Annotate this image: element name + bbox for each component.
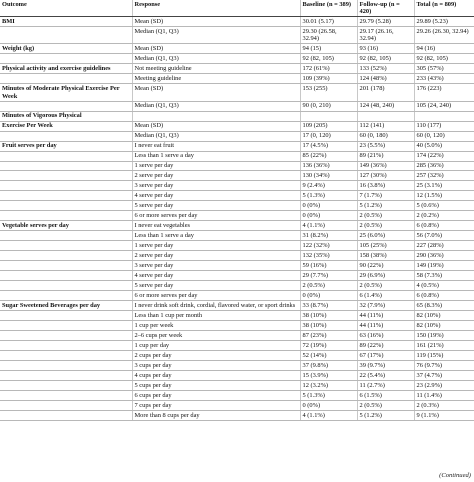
cell-response: 2 serve per day bbox=[132, 171, 300, 181]
cell-outcome bbox=[0, 201, 132, 211]
table-row bbox=[0, 331, 474, 341]
cell-response: 4 cups per day bbox=[132, 371, 300, 381]
cell-response: 1 cup per week bbox=[132, 321, 300, 331]
cell-response: 2 serve per day bbox=[132, 251, 300, 261]
cell-outcome: Vegetable serves per day bbox=[0, 221, 132, 231]
cell-follow-up: 67 (17%) bbox=[357, 351, 414, 361]
table-row bbox=[0, 341, 474, 351]
cell-outcome bbox=[0, 211, 132, 221]
cell-follow-up: 29.17 (26.16, 32.94) bbox=[357, 27, 414, 44]
header-outcome: Outcome bbox=[0, 0, 132, 17]
table-row bbox=[0, 211, 474, 221]
cell-outcome bbox=[0, 411, 132, 421]
table-row bbox=[0, 291, 474, 301]
cell-follow-up: 124 (48, 240) bbox=[357, 101, 414, 111]
cell-follow-up: 2 (0.5%) bbox=[357, 401, 414, 411]
cell-response: Mean (SD) bbox=[132, 17, 300, 27]
cell-baseline: 52 (14%) bbox=[300, 351, 357, 361]
table-row bbox=[0, 84, 474, 101]
cell-follow-up: 22 (5.4%) bbox=[357, 371, 414, 381]
cell-follow-up: 6 (1.4%) bbox=[357, 291, 414, 301]
cell-total: 149 (19%) bbox=[414, 261, 474, 271]
cell-follow-up: 124 (48%) bbox=[357, 74, 414, 84]
cell-baseline: 4 (1.1%) bbox=[300, 411, 357, 421]
cell-follow-up: 63 (16%) bbox=[357, 331, 414, 341]
cell-baseline: 2 (0.5%) bbox=[300, 281, 357, 291]
cell-baseline: 38 (10%) bbox=[300, 321, 357, 331]
cell-baseline: 0 (0%) bbox=[300, 291, 357, 301]
cell-response: Meeting guideline bbox=[132, 74, 300, 84]
cell-total: 25 (3.1%) bbox=[414, 181, 474, 191]
cell-response: 6 cups per day bbox=[132, 391, 300, 401]
cell-outcome: BMI bbox=[0, 17, 132, 27]
table-row bbox=[0, 391, 474, 401]
header-follow-up: Follow-up (n = 420) bbox=[357, 0, 414, 17]
cell-response: 4 serve per day bbox=[132, 271, 300, 281]
cell-baseline: 59 (16%) bbox=[300, 261, 357, 271]
cell-follow-up: 92 (82, 105) bbox=[357, 54, 414, 64]
cell-response: Not meeting guideline bbox=[132, 64, 300, 74]
cell-response: I never eat fruit bbox=[132, 141, 300, 151]
cell-total: 233 (43%) bbox=[414, 74, 474, 84]
cell-follow-up: 11 (2.7%) bbox=[357, 381, 414, 391]
cell-baseline: 94 (15) bbox=[300, 44, 357, 54]
cell-total: 12 (1.5%) bbox=[414, 191, 474, 201]
cell-outcome bbox=[0, 381, 132, 391]
table-row bbox=[0, 261, 474, 271]
table-row bbox=[0, 351, 474, 361]
cell-baseline: 31 (8.2%) bbox=[300, 231, 357, 241]
cell-total: 227 (28%) bbox=[414, 241, 474, 251]
cell-baseline: 0 (0%) bbox=[300, 201, 357, 211]
table-row bbox=[0, 251, 474, 261]
cell-total: 110 (177) bbox=[414, 121, 474, 131]
cell-baseline: 153 (255) bbox=[300, 84, 357, 101]
cell-outcome bbox=[0, 251, 132, 261]
cell-follow-up: 25 (6.0%) bbox=[357, 231, 414, 241]
cell-follow-up: 149 (36%) bbox=[357, 161, 414, 171]
cell-outcome: Exercise Per Week bbox=[0, 121, 132, 131]
table-header-row bbox=[0, 0, 474, 17]
cell-baseline: 5 (1.3%) bbox=[300, 191, 357, 201]
cell-follow-up: 2 (0.5%) bbox=[357, 221, 414, 231]
cell-baseline: 122 (32%) bbox=[300, 241, 357, 251]
table-row bbox=[0, 381, 474, 391]
cell-follow-up: 89 (22%) bbox=[357, 341, 414, 351]
cell-total: 5 (0.6%) bbox=[414, 201, 474, 211]
cell-total: 82 (10%) bbox=[414, 311, 474, 321]
cell-outcome bbox=[0, 231, 132, 241]
table-row bbox=[0, 201, 474, 211]
cell-total: 290 (36%) bbox=[414, 251, 474, 261]
cell-follow-up: 44 (11%) bbox=[357, 321, 414, 331]
table-row bbox=[0, 161, 474, 171]
cell-outcome: Physical activity and exercise guidelines bbox=[0, 64, 132, 74]
table-row bbox=[0, 311, 474, 321]
cell-response: 5 cups per day bbox=[132, 381, 300, 391]
cell-baseline: 90 (0, 210) bbox=[300, 101, 357, 111]
table-row bbox=[0, 74, 474, 84]
table-row bbox=[0, 64, 474, 74]
table-row bbox=[0, 171, 474, 181]
continued-note: (Continued) bbox=[439, 472, 471, 479]
cell-total: 4 (0.5%) bbox=[414, 281, 474, 291]
cell-total: 23 (2.9%) bbox=[414, 381, 474, 391]
cell-total: 285 (36%) bbox=[414, 161, 474, 171]
table-row bbox=[0, 321, 474, 331]
table-row bbox=[0, 411, 474, 421]
cell-response: I never eat vegetables bbox=[132, 221, 300, 231]
table-row bbox=[0, 271, 474, 281]
cell-response: 5 serve per day bbox=[132, 201, 300, 211]
cell-response: 6 or more serves per day bbox=[132, 211, 300, 221]
cell-response: 4 serve per day bbox=[132, 191, 300, 201]
cell-baseline: 38 (10%) bbox=[300, 311, 357, 321]
cell-outcome bbox=[0, 311, 132, 321]
cell-outcome bbox=[0, 191, 132, 201]
cell-follow-up: 7 (1.7%) bbox=[357, 191, 414, 201]
cell-follow-up: 6 (1.5%) bbox=[357, 391, 414, 401]
cell-follow-up: 105 (25%) bbox=[357, 241, 414, 251]
cell-response: Median (Q1, Q3) bbox=[132, 27, 300, 44]
cell-total: 105 (24, 240) bbox=[414, 101, 474, 111]
cell-follow-up: 2 (0.5%) bbox=[357, 211, 414, 221]
cell-total: 65 (8.3%) bbox=[414, 301, 474, 311]
cell-baseline: 30.01 (5.17) bbox=[300, 17, 357, 27]
cell-total: 6 (0.8%) bbox=[414, 291, 474, 301]
cell-response: Median (Q1, Q3) bbox=[132, 131, 300, 141]
cell-total: 174 (22%) bbox=[414, 151, 474, 161]
cell-baseline: 5 (1.3%) bbox=[300, 391, 357, 401]
cell-baseline: 29.30 (26.58, 32.94) bbox=[300, 27, 357, 44]
table-row bbox=[0, 181, 474, 191]
cell-total: 176 (223) bbox=[414, 84, 474, 101]
cell-follow-up: 29 (6.9%) bbox=[357, 271, 414, 281]
cell-outcome bbox=[0, 321, 132, 331]
cell-outcome bbox=[0, 74, 132, 84]
cell-response: 6 or more serves per day bbox=[132, 291, 300, 301]
cell-baseline: 0 (0%) bbox=[300, 401, 357, 411]
cell-response: More than 8 cups per day bbox=[132, 411, 300, 421]
cell-response: 1 serve per day bbox=[132, 241, 300, 251]
cell-baseline: 4 (1.1%) bbox=[300, 221, 357, 231]
cell-follow-up: 158 (38%) bbox=[357, 251, 414, 261]
cell-follow-up: 89 (21%) bbox=[357, 151, 414, 161]
cell-total: 29.89 (5.23) bbox=[414, 17, 474, 27]
table-row bbox=[0, 141, 474, 151]
cell-outcome bbox=[0, 54, 132, 64]
cell-baseline: 17 (4.5%) bbox=[300, 141, 357, 151]
cell-baseline: 15 (3.9%) bbox=[300, 371, 357, 381]
table-row bbox=[0, 44, 474, 54]
cell-follow-up: 16 (3.8%) bbox=[357, 181, 414, 191]
cell-total bbox=[414, 111, 474, 121]
cell-outcome bbox=[0, 331, 132, 341]
cell-baseline: 37 (9.8%) bbox=[300, 361, 357, 371]
cell-total: 58 (7.3%) bbox=[414, 271, 474, 281]
table-row bbox=[0, 121, 474, 131]
cell-total: 37 (4.7%) bbox=[414, 371, 474, 381]
cell-response: 2 cups per day bbox=[132, 351, 300, 361]
cell-outcome bbox=[0, 361, 132, 371]
table-row bbox=[0, 17, 474, 27]
cell-baseline: 12 (3.2%) bbox=[300, 381, 357, 391]
table-row bbox=[0, 231, 474, 241]
table-row bbox=[0, 191, 474, 201]
cell-baseline: 109 (39%) bbox=[300, 74, 357, 84]
cell-outcome bbox=[0, 341, 132, 351]
cell-response: Mean (SD) bbox=[132, 121, 300, 131]
cell-outcome bbox=[0, 281, 132, 291]
cell-outcome: Minutes of Vigorous Physical bbox=[0, 111, 132, 121]
cell-follow-up: 133 (52%) bbox=[357, 64, 414, 74]
cell-follow-up: 90 (22%) bbox=[357, 261, 414, 271]
cell-response: 5 serve per day bbox=[132, 281, 300, 291]
cell-follow-up: 127 (30%) bbox=[357, 171, 414, 181]
cell-baseline: 85 (22%) bbox=[300, 151, 357, 161]
cell-baseline: 136 (36%) bbox=[300, 161, 357, 171]
cell-follow-up: 201 (178) bbox=[357, 84, 414, 101]
table-row bbox=[0, 221, 474, 231]
cell-response: 3 serve per day bbox=[132, 181, 300, 191]
cell-outcome: Sugar Sweetened Beverages per day bbox=[0, 301, 132, 311]
table-row bbox=[0, 131, 474, 141]
cell-follow-up: 5 (1.2%) bbox=[357, 201, 414, 211]
cell-follow-up: 23 (5.5%) bbox=[357, 141, 414, 151]
cell-response: Median (Q1, Q3) bbox=[132, 54, 300, 64]
cell-total: 40 (5.0%) bbox=[414, 141, 474, 151]
cell-outcome bbox=[0, 271, 132, 281]
header-total: Total (n = 809) bbox=[414, 0, 474, 17]
cell-baseline: 87 (23%) bbox=[300, 331, 357, 341]
cell-baseline: 132 (35%) bbox=[300, 251, 357, 261]
cell-total: 9 (1.1%) bbox=[414, 411, 474, 421]
cell-total: 94 (16) bbox=[414, 44, 474, 54]
table-row bbox=[0, 301, 474, 311]
cell-baseline: 172 (61%) bbox=[300, 64, 357, 74]
cell-outcome bbox=[0, 401, 132, 411]
cell-total: 56 (7.0%) bbox=[414, 231, 474, 241]
cell-response: Less than 1 serve a day bbox=[132, 231, 300, 241]
header-baseline: Baseline (n = 389) bbox=[300, 0, 357, 17]
table-row bbox=[0, 111, 474, 121]
table-row bbox=[0, 401, 474, 411]
cell-total: 60 (0, 120) bbox=[414, 131, 474, 141]
header-response: Response bbox=[132, 0, 300, 17]
cell-total: 161 (21%) bbox=[414, 341, 474, 351]
cell-baseline: 29 (7.7%) bbox=[300, 271, 357, 281]
cell-follow-up: 2 (0.5%) bbox=[357, 281, 414, 291]
table-row bbox=[0, 361, 474, 371]
cell-follow-up: 5 (1.2%) bbox=[357, 411, 414, 421]
table-row bbox=[0, 241, 474, 251]
table-row bbox=[0, 54, 474, 64]
cell-follow-up: 44 (11%) bbox=[357, 311, 414, 321]
cell-baseline: 72 (19%) bbox=[300, 341, 357, 351]
cell-total: 150 (19%) bbox=[414, 331, 474, 341]
cell-outcome bbox=[0, 151, 132, 161]
cell-outcome bbox=[0, 291, 132, 301]
cell-response bbox=[132, 111, 300, 121]
table-row bbox=[0, 27, 474, 44]
cell-response: Median (Q1, Q3) bbox=[132, 101, 300, 111]
cell-baseline: 9 (2.4%) bbox=[300, 181, 357, 191]
cell-follow-up: 93 (16) bbox=[357, 44, 414, 54]
cell-response: 3 cups per day bbox=[132, 361, 300, 371]
cell-outcome bbox=[0, 351, 132, 361]
cell-response: 2–6 cups per week bbox=[132, 331, 300, 341]
table-body bbox=[0, 17, 474, 421]
cell-outcome bbox=[0, 241, 132, 251]
cell-response: Less than 1 serve a day bbox=[132, 151, 300, 161]
cell-follow-up: 112 (141) bbox=[357, 121, 414, 131]
cell-response: Mean (SD) bbox=[132, 84, 300, 101]
cell-outcome: Weight (kg) bbox=[0, 44, 132, 54]
cell-outcome bbox=[0, 261, 132, 271]
cell-outcome bbox=[0, 171, 132, 181]
cell-follow-up: 29.79 (5.28) bbox=[357, 17, 414, 27]
cell-total: 6 (0.8%) bbox=[414, 221, 474, 231]
cell-total: 76 (9.7%) bbox=[414, 361, 474, 371]
cell-baseline bbox=[300, 111, 357, 121]
cell-response: 7 cups per day bbox=[132, 401, 300, 411]
cell-outcome: Fruit serves per day bbox=[0, 141, 132, 151]
table-row bbox=[0, 151, 474, 161]
cell-outcome bbox=[0, 181, 132, 191]
cell-total: 2 (0.3%) bbox=[414, 401, 474, 411]
cell-response: Mean (SD) bbox=[132, 44, 300, 54]
cell-total: 119 (15%) bbox=[414, 351, 474, 361]
cell-total: 92 (82, 105) bbox=[414, 54, 474, 64]
cell-baseline: 130 (34%) bbox=[300, 171, 357, 181]
cell-response: I never drink soft drink, cordial, flavored water, or sport drinks bbox=[132, 301, 300, 311]
table-row bbox=[0, 371, 474, 381]
cell-outcome bbox=[0, 161, 132, 171]
cell-follow-up bbox=[357, 111, 414, 121]
cell-follow-up: 39 (9.7%) bbox=[357, 361, 414, 371]
cell-follow-up: 60 (0, 180) bbox=[357, 131, 414, 141]
cell-outcome bbox=[0, 101, 132, 111]
table-row bbox=[0, 281, 474, 291]
cell-baseline: 17 (0, 120) bbox=[300, 131, 357, 141]
cell-response: 3 serve per day bbox=[132, 261, 300, 271]
cell-response: Less than 1 cup per month bbox=[132, 311, 300, 321]
cell-outcome bbox=[0, 371, 132, 381]
cell-total: 257 (32%) bbox=[414, 171, 474, 181]
cell-outcome bbox=[0, 27, 132, 44]
cell-total: 29.26 (26.30, 32.94) bbox=[414, 27, 474, 44]
cell-total: 305 (57%) bbox=[414, 64, 474, 74]
cell-outcome bbox=[0, 131, 132, 141]
cell-outcome bbox=[0, 391, 132, 401]
cell-response: 1 serve per day bbox=[132, 161, 300, 171]
cell-baseline: 0 (0%) bbox=[300, 211, 357, 221]
cell-baseline: 109 (205) bbox=[300, 121, 357, 131]
cell-baseline: 33 (8.7%) bbox=[300, 301, 357, 311]
cell-follow-up: 32 (7.9%) bbox=[357, 301, 414, 311]
cell-total: 2 (0.2%) bbox=[414, 211, 474, 221]
table-row bbox=[0, 101, 474, 111]
cell-response: 1 cup per day bbox=[132, 341, 300, 351]
cell-total: 82 (10%) bbox=[414, 321, 474, 331]
cell-baseline: 92 (82, 105) bbox=[300, 54, 357, 64]
cell-outcome: Minutes of Moderate Physical Exercise Per Week bbox=[0, 84, 132, 101]
cell-total: 11 (1.4%) bbox=[414, 391, 474, 401]
